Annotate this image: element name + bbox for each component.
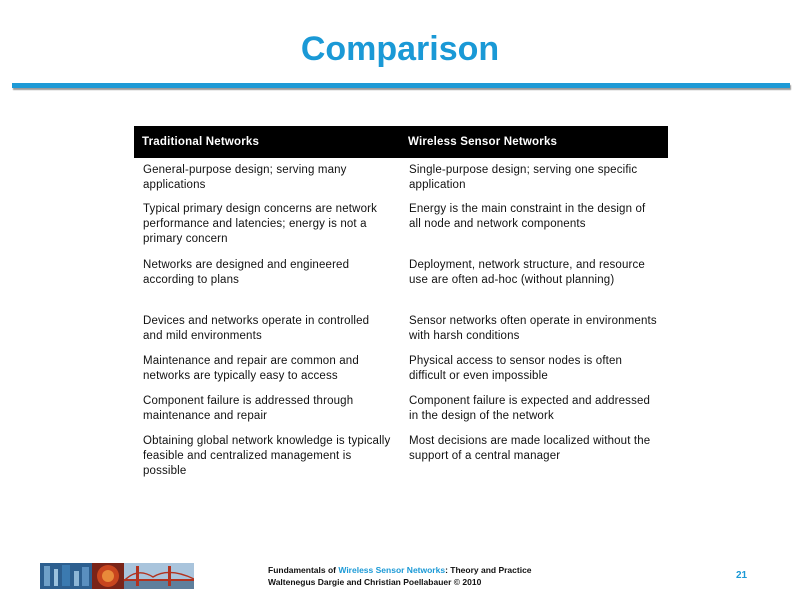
table-header-row [134,126,668,158]
table-cell-traditional: Networks are designed and engineered according to plans [143,259,350,286]
table-row [134,309,668,349]
table-cell-traditional: Devices and networks operate in controlled and mild environments [143,315,370,342]
table-cell-wsn: Most decisions are made localized without the support of a central manager [409,435,651,462]
slide-title: Comparison [300,30,500,68]
footer-highlight: Wireless Sensor Networks [338,565,446,575]
comparison-table [134,126,668,484]
table-row [134,253,668,309]
table-cell-traditional: Obtaining global network knowledge is typically feasible and centralized management is possible [143,435,391,477]
table-cell-traditional: Maintenance and repair are common and networks are typically easy to access [143,355,359,382]
title-divider [12,83,790,88]
footer-line-1 [268,564,532,576]
header-traditional-networks: Traditional Networks [134,126,400,158]
table-row [134,349,668,389]
table-row [134,429,668,484]
footer-citation [268,564,532,588]
table-cell-wsn: Deployment, network structure, and resource use are often ad-hoc (without planning) [409,259,645,286]
header-wireless-sensor-networks: Wireless Sensor Networks [400,126,668,158]
table-cell-wsn: Physical access to sensor nodes is often difficult or even impossible [409,355,623,382]
footer-line-2: Waltenegus Dargie and Christian Poellabauer © 2010 [268,577,482,587]
footer-prefix: Fundamentals of [268,565,339,575]
table-row [134,197,668,253]
footer-suffix: : Theory and Practice [445,565,532,575]
page-number: 21 [736,570,748,581]
circuit-bridge-icon [40,563,194,589]
table-cell-traditional: Typical primary design concerns are network performance and latencies; energy is not a primary concern [143,203,377,245]
footer-banner-image [40,563,194,589]
table-cell-wsn: Single-purpose design; serving one specific application [409,164,638,191]
table-cell-wsn: Component failure is expected and addressed in the design of the network [409,395,651,422]
table-cell-traditional: Component failure is addressed through maintenance and repair [143,395,354,422]
table-cell-wsn: Energy is the main constraint in the design of all node and network components [409,203,646,230]
table-row [134,158,668,197]
table-row [134,389,668,429]
table-cell-wsn: Sensor networks often operate in environments with harsh conditions [409,315,657,342]
table-cell-traditional: General-purpose design; serving many applications [143,164,347,191]
